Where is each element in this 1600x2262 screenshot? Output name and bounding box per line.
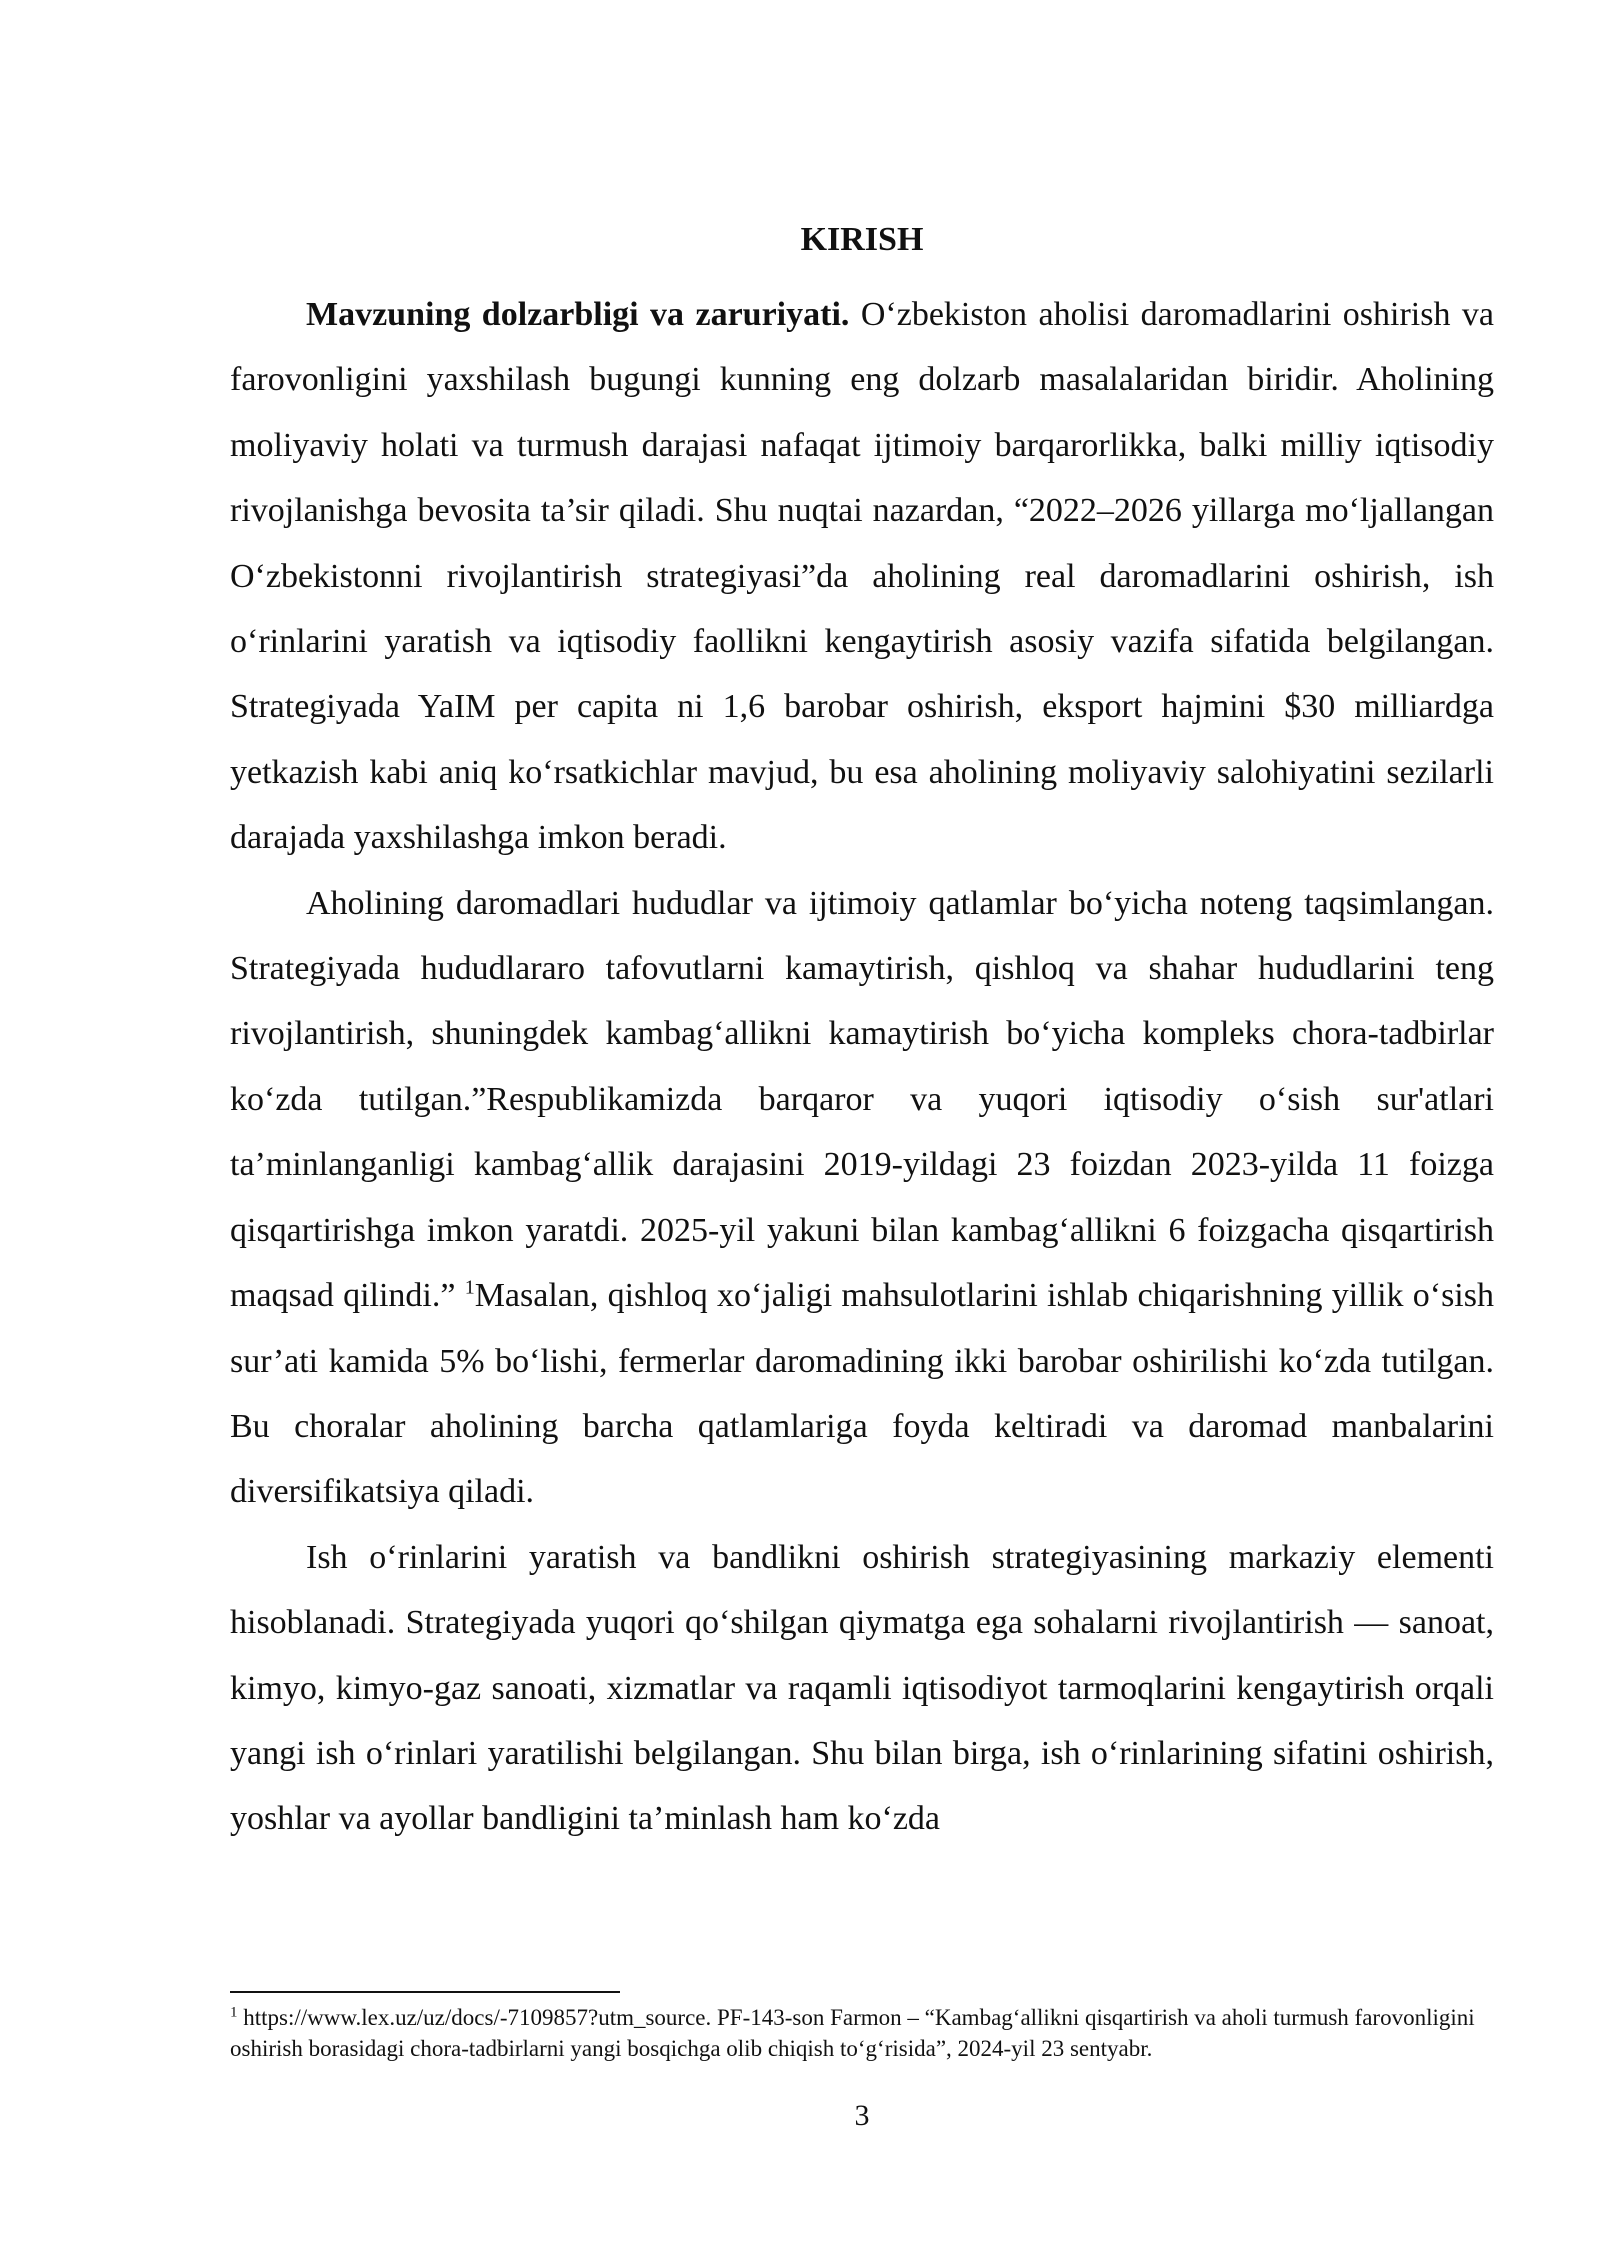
footnote-reference[interactable]: 1	[464, 1276, 475, 1299]
page-number: 3	[854, 2099, 870, 2132]
paragraph-1-text: O‘zbekiston aholisi daromadlarini oshirish va farovonligini yaxshilash bugungi kunning eng dolzarb masalalaridan biridir. Aholining moliyaviy holati va turmush darajasi nafaqat ijtimoiy barqarorlikka, balki milliy iqtisodiy rivojlanishga bevosita ta’sir qiladi. Shu nuqtai nazardan, “2022–2026 yillarga mo‘ljallangan O‘zbekistonni rivojlantirish strategiyasi”da aholining real daromadlarini oshirish, ish o‘rinlarini yaratish va iqtisodiy faollikni kengaytirish asosiy vazifa sifatida belgilangan. Strategiyada YaIM per capita ni 1,6 barobar oshirish, eksport hajmini $30 milliardga yetkazish kabi aniq ko‘rsatkichlar mavjud, bu esa aholining moliyaviy salohiyatini sezilarli darajada yaxshilashga imkon beradi.	[230, 296, 1494, 857]
footnote-separator	[230, 1991, 620, 1993]
paragraph-3	[230, 1525, 1494, 1852]
paragraph-1	[230, 282, 1494, 871]
footnote	[230, 2002, 1494, 2064]
body-text	[230, 282, 1494, 1852]
paragraph-2	[230, 871, 1494, 1525]
paragraph-1-lead: Mavzuning dolzarbligi va zaruriyati.	[306, 296, 850, 333]
section-heading: KIRISH	[800, 221, 924, 258]
paragraph-3-text: Ish o‘rinlarini yaratish va bandlikni oshirish strategiyasining markaziy elementi hisoblanadi. Strategiyada yuqori qo‘shilgan qiymatga ega sohalarni rivojlantirish — sanoat, kimyo, kimyo-gaz sanoati, xizmatlar va raqamli iqtisodiyot tarmoqlarini kengaytirish orqali yangi ish o‘rinlari yaratilishi belgilangan. Shu bilan birga, ish o‘rinlarining sifatini oshirish, yoshlar va ayollar bandligini ta’minlash ham ko‘zda	[230, 1538, 1494, 1838]
paragraph-2-text-after: Masalan, qishloq xo‘jaligi mahsulotlarini ishlab chiqarishning yillik o‘sish sur’ati kamida 5% bo‘lishi, fermerlar daromadining ikki barobar oshirilishi ko‘zda tutilgan. Bu choralar aholining barcha qatlamlariga foyda keltiradi va daromad manbalarini diversifikatsiya qiladi.	[230, 1277, 1494, 1511]
footnote-number: 1	[230, 2004, 238, 2021]
paragraph-2-text-before: Aholining daromadlari hududlar va ijtimoiy qatlamlar bo‘yicha noteng taqsimlangan. Strategiyada hududlararo tafovutlarni kamaytirish, qishloq va shahar hududlarini teng rivojlantirish, shuningdek kambag‘allikni kamaytirish bo‘yicha kompleks chora-tadbirlar ko‘zda tutilgan.”Respublikamizda barqaror va yuqori iqtisodiy o‘sish sur'atlari ta’minlanganligi kambag‘allik darajasini 2019-yildagi 23 foizdan 2023-yilda 11 foizga qisqartirishga imkon yaratdi. 2025-yil yakuni bilan kambag‘allikni 6 foizgacha qisqartirish maqsad qilindi.”	[230, 884, 1494, 1315]
footnote-text: https://www.lex.uz/uz/docs/-7109857?utm_source. PF-143-son Farmon – “Kambag‘allikni qisqartirish va aholi turmush farovonligini oshirish borasidagi chora-tadbirlarni yangi bosqichga olib chiqish to‘g‘risida”, 2024-yil 23 sentyabr.	[230, 2005, 1475, 2061]
